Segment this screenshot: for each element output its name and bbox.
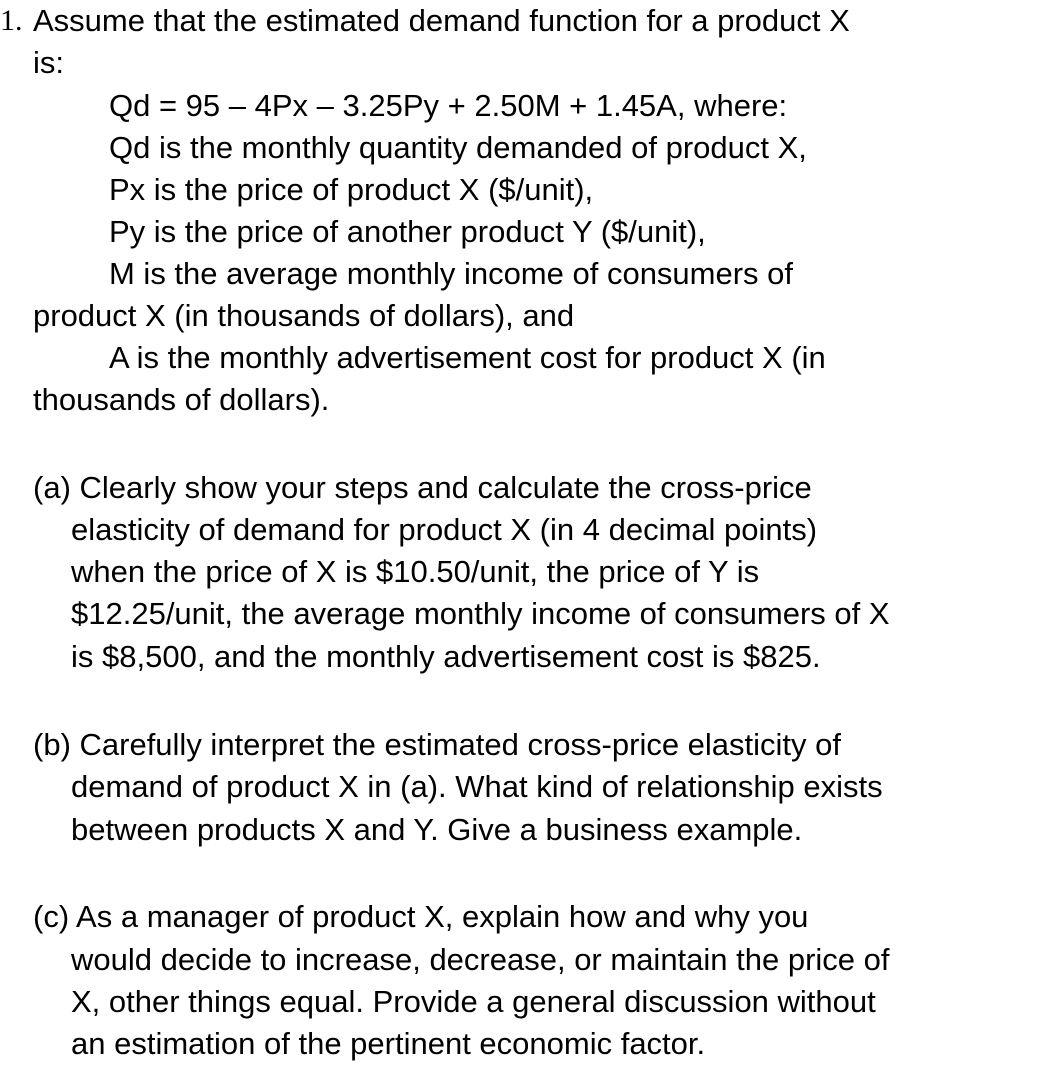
part-c-line: would decide to increase, decrease, or maintain the price of [71,942,890,977]
part-c-line: an estimation of the pertinent economic factor. [71,1026,706,1061]
question-number: 1. [0,4,23,37]
part-b-line: between products X and Y. Give a business example. [71,812,803,847]
part-b-line: (b) Carefully interpret the estimated cross-price elasticity of [33,727,842,762]
definition-px: Px is the price of product X ($/unit), [109,172,594,207]
definition-m-cont: product X (in thousands of dollars), and [33,298,575,333]
definition-a-cont: thousands of dollars). [33,382,330,417]
part-a-line: when the price of X is $10.50/unit, the price of Y is [71,554,760,589]
part-a-line: elasticity of demand for product X (in 4 decimal points) [71,512,818,547]
demand-equation: Qd = 95 – 4Px – 3.25Py + 2.50M + 1.45A, where: [109,88,788,123]
definition-py: Py is the price of another product Y ($/unit), [109,214,706,249]
part-c-line: (c) As a manager of product X, explain how and why you [33,899,809,934]
definition-m: M is the average monthly income of consumers of [109,256,794,291]
part-c-line: X, other things equal. Provide a general discussion without [71,984,876,1019]
part-a-line: is $8,500, and the monthly advertisement cost is $825. [71,639,821,674]
part-a-line: $12.25/unit, the average monthly income of consumers of X [71,596,890,631]
question-intro-line-1: Assume that the estimated demand function for a product X [33,3,850,38]
part-a-line: (a) Clearly show your steps and calculate the cross-price [33,470,812,505]
definition-a: A is the monthly advertisement cost for product X (in [109,340,826,375]
part-b-line: demand of product X in (a). What kind of relationship exists [71,769,883,804]
question-intro-line-2: is: [33,45,64,80]
definition-qd: Qd is the monthly quantity demanded of product X, [109,130,807,165]
